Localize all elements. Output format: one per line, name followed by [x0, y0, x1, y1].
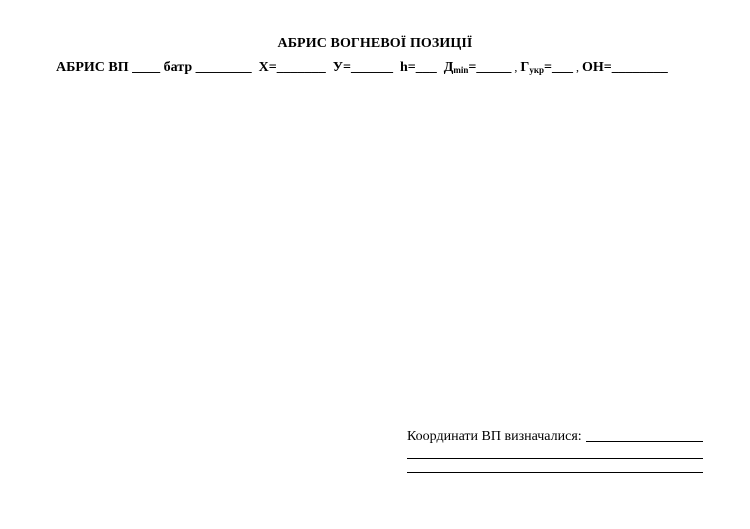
- coordinates-line: [407, 425, 703, 445]
- x-label: Х=: [251, 60, 277, 75]
- h-blank: ___: [415, 60, 437, 75]
- y-blank: ______: [351, 60, 393, 75]
- vp-label: АБРИС ВП: [56, 60, 133, 75]
- y-label: У=: [325, 60, 351, 75]
- separator-comma: ,: [573, 60, 583, 74]
- dmin-subscript: min: [453, 65, 469, 75]
- blank-line: [407, 459, 703, 473]
- on-blank: ________: [611, 60, 668, 75]
- coordinates-blank: [586, 427, 703, 442]
- vp-blank: ____: [132, 60, 161, 75]
- h-label: h=: [393, 60, 416, 75]
- dmin-blank: _____: [476, 60, 512, 75]
- dmin-label: Д: [436, 60, 454, 75]
- dmin-equals: =: [468, 60, 477, 75]
- coordinates-label: Координати ВП визначалися:: [407, 429, 582, 444]
- gukr-blank: ___: [552, 60, 574, 75]
- document-title: АБРИС ВОГНЕВОЇ ПОЗИЦІЇ: [277, 36, 473, 51]
- gukr-label: Г: [520, 60, 530, 75]
- coordinates-section: [407, 425, 703, 473]
- gukr-subscript: укр: [529, 65, 545, 75]
- gukr-equals: =: [544, 60, 553, 75]
- x-blank: _______: [276, 60, 326, 75]
- on-label: ОН=: [582, 60, 612, 75]
- blank-line: [407, 445, 703, 459]
- header-fields-line: [56, 60, 716, 76]
- batr-blank: ________: [195, 60, 252, 75]
- separator-comma: ,: [511, 60, 521, 74]
- batr-label: батр: [160, 60, 196, 75]
